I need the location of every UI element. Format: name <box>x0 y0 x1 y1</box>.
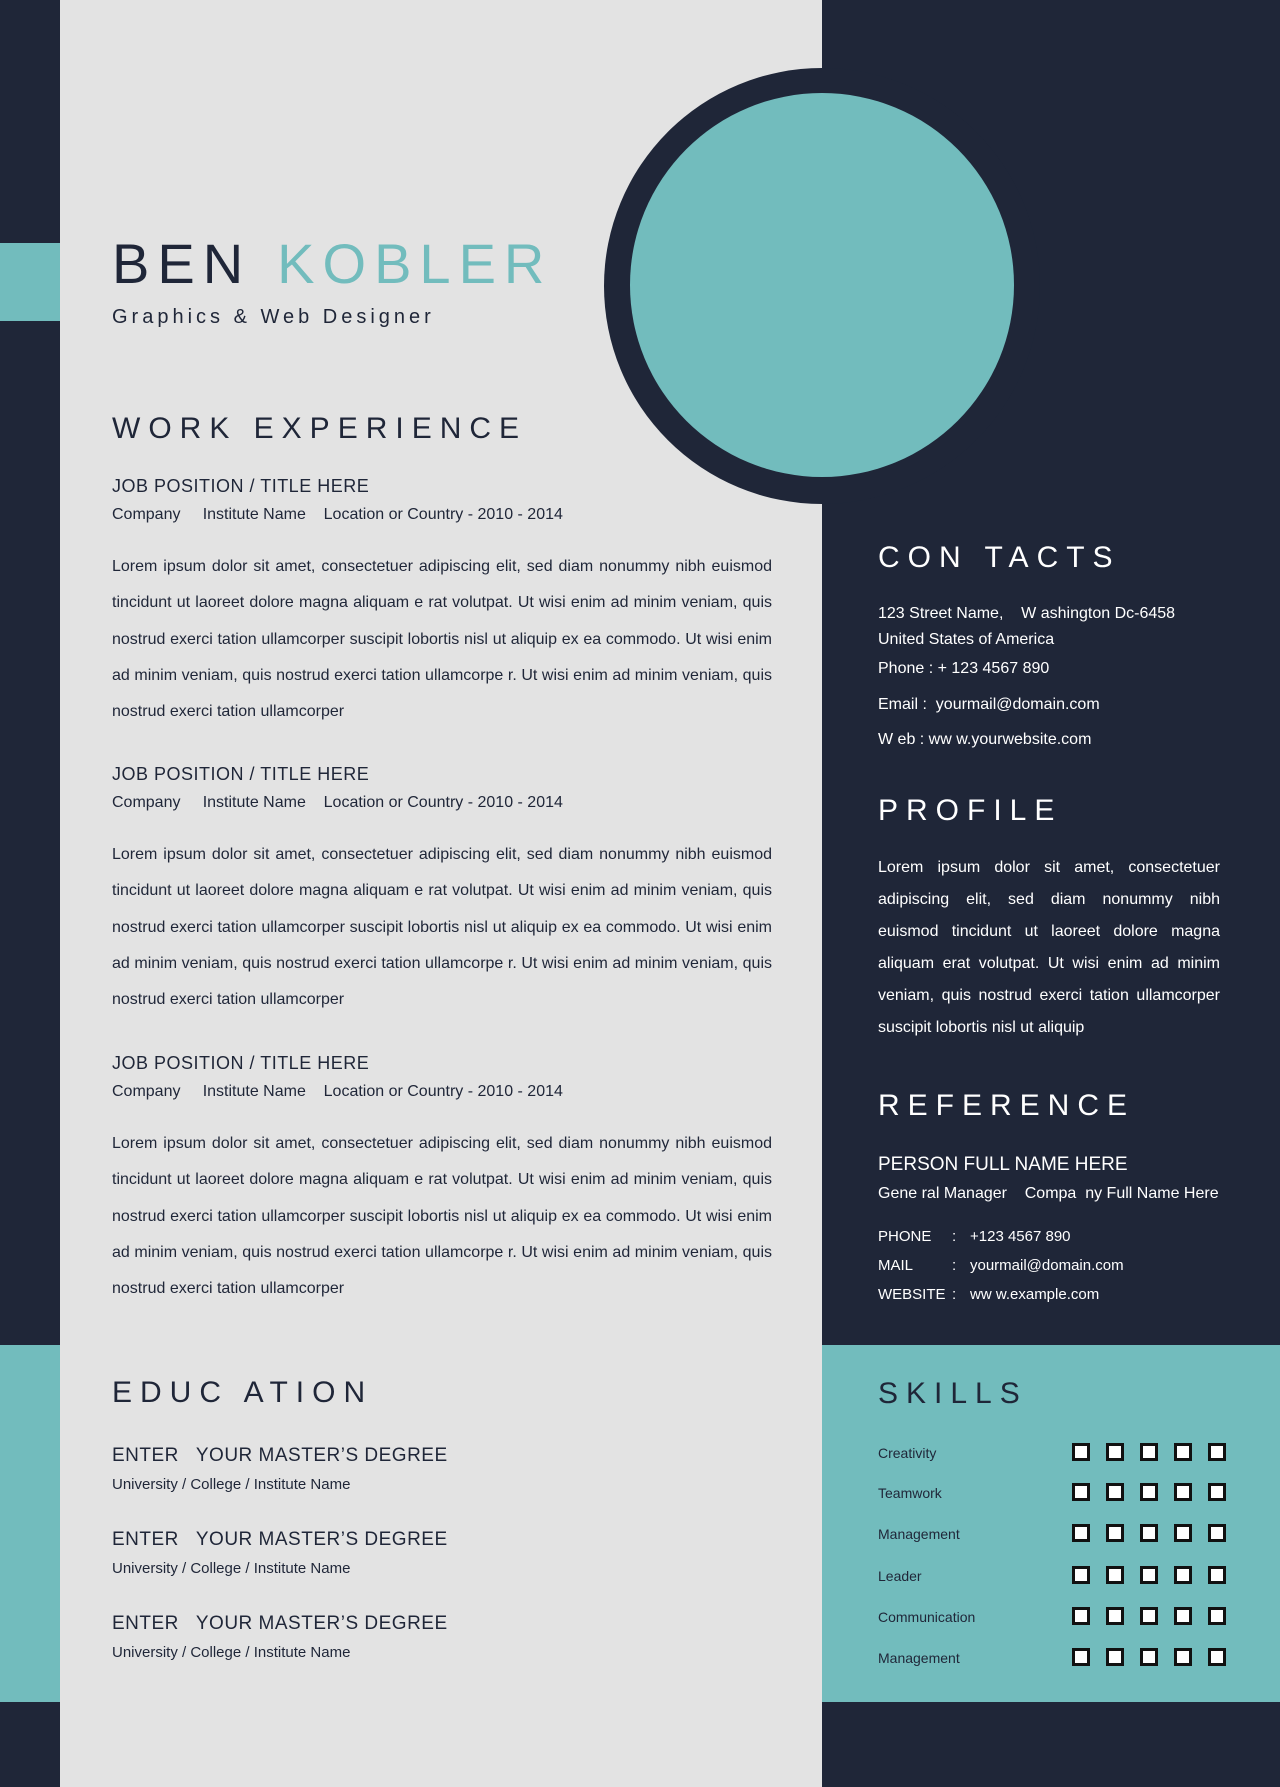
job-position-title: JOB POSITION / TITLE HERE <box>112 1053 370 1073</box>
education-entry <box>112 1446 448 1492</box>
job-meta: Company Institute Name Location or Country - 2010 - 2014 <box>112 1083 563 1100</box>
rating-box <box>1208 1443 1226 1461</box>
separator: : <box>952 1257 957 1274</box>
job-position-title: JOB POSITION / TITLE HERE <box>112 476 370 496</box>
skill-name: Leader <box>878 1568 922 1584</box>
reference-row-label: WEBSITE <box>878 1286 946 1303</box>
job-meta: Company Institute Name Location or Country - 2010 - 2014 <box>112 506 563 523</box>
contacts-heading: CON TACTS <box>878 541 1121 574</box>
reference-row-label: MAIL <box>878 1257 914 1274</box>
address-line-1: 123 Street Name, W ashington Dc-6458 <box>878 605 1176 622</box>
rating-box <box>1072 1648 1090 1666</box>
contact-website: W eb : ww w.yourwebsite.com <box>878 731 1092 748</box>
education-entry <box>112 1530 448 1576</box>
address-line-2: United States of America <box>878 631 1055 648</box>
skill-row <box>878 1607 1226 1627</box>
reference-row-label: PHONE <box>878 1228 932 1245</box>
reference-row-value: +123 4567 890 <box>970 1228 1071 1245</box>
job-meta: Company Institute Name Location or Country - 2010 - 2014 <box>112 794 563 811</box>
school-name: University / College / Institute Name <box>112 1476 351 1493</box>
skill-rating <box>1072 1607 1226 1625</box>
school-name: University / College / Institute Name <box>112 1644 351 1661</box>
skill-name: Management <box>878 1650 960 1666</box>
reference-role: Gene ral Manager Compa ny Full Name Here <box>878 1185 1219 1202</box>
rating-box <box>1208 1607 1226 1625</box>
skill-row <box>878 1648 1226 1668</box>
rating-box <box>1140 1566 1158 1584</box>
job-title-subtitle: Graphics & Web Designer <box>112 306 435 328</box>
profile-text: Lorem ipsum dolor sit amet, consectetuer adipiscing elit, sed diam nonummy nibh euismod tincidunt ut laoreet dolore magna aliquam erat volutpat. Ut wisi enim ad minim veniam, quis nostrud exerci tation ullamcorper suscipit lobortis nisl ut aliquip <box>878 859 1220 1036</box>
rating-box <box>1174 1443 1192 1461</box>
work-experience-heading: WORK EXPERIENCE <box>112 412 528 445</box>
rating-box <box>1106 1443 1124 1461</box>
skill-row <box>878 1443 1226 1463</box>
rating-box <box>1072 1483 1090 1501</box>
skill-rating <box>1072 1443 1226 1461</box>
skill-rating <box>1072 1483 1226 1501</box>
rating-box <box>1072 1566 1090 1584</box>
reference-phone-row <box>878 1229 1071 1244</box>
reference-heading: REFERENCE <box>878 1089 1136 1122</box>
education-heading: EDUC ATION <box>112 1376 374 1409</box>
rating-box <box>1174 1524 1192 1542</box>
skill-name: Teamwork <box>878 1485 942 1501</box>
skill-name: Creativity <box>878 1445 937 1461</box>
profile-heading: PROFILE <box>878 794 1063 827</box>
separator: : <box>952 1286 957 1303</box>
resume-name <box>112 232 553 295</box>
rating-box <box>1174 1607 1192 1625</box>
reference-mail-row <box>878 1258 1124 1273</box>
degree-title: ENTER YOUR MASTER’S DEGREE <box>112 1445 448 1466</box>
job-description: Lorem ipsum dolor sit amet, consectetuer adipiscing elit, sed diam nonummy nibh euismod tincidunt ut laoreet dolore magna aliquam e rat volutpat. Ut wisi enim ad minim veniam, quis nostrud exerci tation ullamcorper suscipit lobortis nisl ut aliquip ex ea commodo. Ut wisi enim ad minim veniam, quis nostrud exerci tation ullamcorpe r. Ut wisi enim ad minim veniam, quis nostrud exerci tation ullamcorper <box>112 558 772 721</box>
skill-row <box>878 1524 1226 1544</box>
rating-box <box>1140 1648 1158 1666</box>
degree-title: ENTER YOUR MASTER’S DEGREE <box>112 1529 448 1550</box>
rating-box <box>1072 1443 1090 1461</box>
reference-row-value: ww w.example.com <box>970 1286 1100 1303</box>
rating-box <box>1072 1524 1090 1542</box>
rating-box <box>1208 1566 1226 1584</box>
rating-box <box>1106 1648 1124 1666</box>
reference-name: PERSON FULL NAME HERE <box>878 1154 1128 1175</box>
job-entry <box>112 765 772 1018</box>
job-description: Lorem ipsum dolor sit amet, consectetuer adipiscing elit, sed diam nonummy nibh euismod tincidunt ut laoreet dolore magna aliquam e rat volutpat. Ut wisi enim ad minim veniam, quis nostrud exerci tation ullamcorper suscipit lobortis nisl ut aliquip ex ea commodo. Ut wisi enim ad minim veniam, quis nostrud exerci tation ullamcorpe r. Ut wisi enim ad minim veniam, quis nostrud exerci tation ullamcorper <box>112 1135 772 1298</box>
reference-website-row <box>878 1287 1099 1302</box>
school-name: University / College / Institute Name <box>112 1560 351 1577</box>
rating-box <box>1140 1524 1158 1542</box>
skill-row <box>878 1483 1226 1503</box>
photo-placeholder <box>630 93 1014 477</box>
job-position-title: JOB POSITION / TITLE HERE <box>112 764 370 784</box>
rating-box <box>1208 1483 1226 1501</box>
skill-row <box>878 1566 1226 1586</box>
left-accent-band-top <box>0 243 60 321</box>
reference-row-value: yourmail@domain.com <box>970 1257 1124 1274</box>
rating-box <box>1174 1483 1192 1501</box>
rating-box <box>1106 1483 1124 1501</box>
contact-email: Email : yourmail@domain.com <box>878 696 1100 713</box>
rating-box <box>1208 1648 1226 1666</box>
education-entry <box>112 1614 448 1660</box>
rating-box <box>1072 1607 1090 1625</box>
first-name: BEN <box>112 232 252 295</box>
separator: : <box>952 1228 957 1245</box>
job-description: Lorem ipsum dolor sit amet, consectetuer adipiscing elit, sed diam nonummy nibh euismod tincidunt ut laoreet dolore magna aliquam e rat volutpat. Ut wisi enim ad minim veniam, quis nostrud exerci tation ullamcorper suscipit lobortis nisl ut aliquip ex ea commodo. Ut wisi enim ad minim veniam, quis nostrud exerci tation ullamcorpe r. Ut wisi enim ad minim veniam, quis nostrud exerci tation ullamcorper <box>112 846 772 1009</box>
rating-box <box>1140 1483 1158 1501</box>
left-accent-band-bottom <box>0 1345 60 1702</box>
job-entry <box>112 1054 772 1307</box>
contact-phone: Phone : + 123 4567 890 <box>878 660 1050 677</box>
rating-box <box>1140 1607 1158 1625</box>
rating-box <box>1208 1524 1226 1542</box>
degree-title: ENTER YOUR MASTER’S DEGREE <box>112 1613 448 1634</box>
job-entry <box>112 477 772 730</box>
skill-rating <box>1072 1648 1226 1666</box>
last-name: KOBLER <box>277 232 553 295</box>
skill-name: Communication <box>878 1609 976 1625</box>
skill-name: Management <box>878 1526 960 1542</box>
skill-rating <box>1072 1524 1226 1542</box>
skill-rating <box>1072 1566 1226 1584</box>
rating-box <box>1140 1443 1158 1461</box>
rating-box <box>1106 1524 1124 1542</box>
rating-box <box>1174 1566 1192 1584</box>
rating-box <box>1174 1648 1192 1666</box>
rating-box <box>1106 1566 1124 1584</box>
rating-box <box>1106 1607 1124 1625</box>
skills-heading: SKILLS <box>878 1377 1028 1410</box>
